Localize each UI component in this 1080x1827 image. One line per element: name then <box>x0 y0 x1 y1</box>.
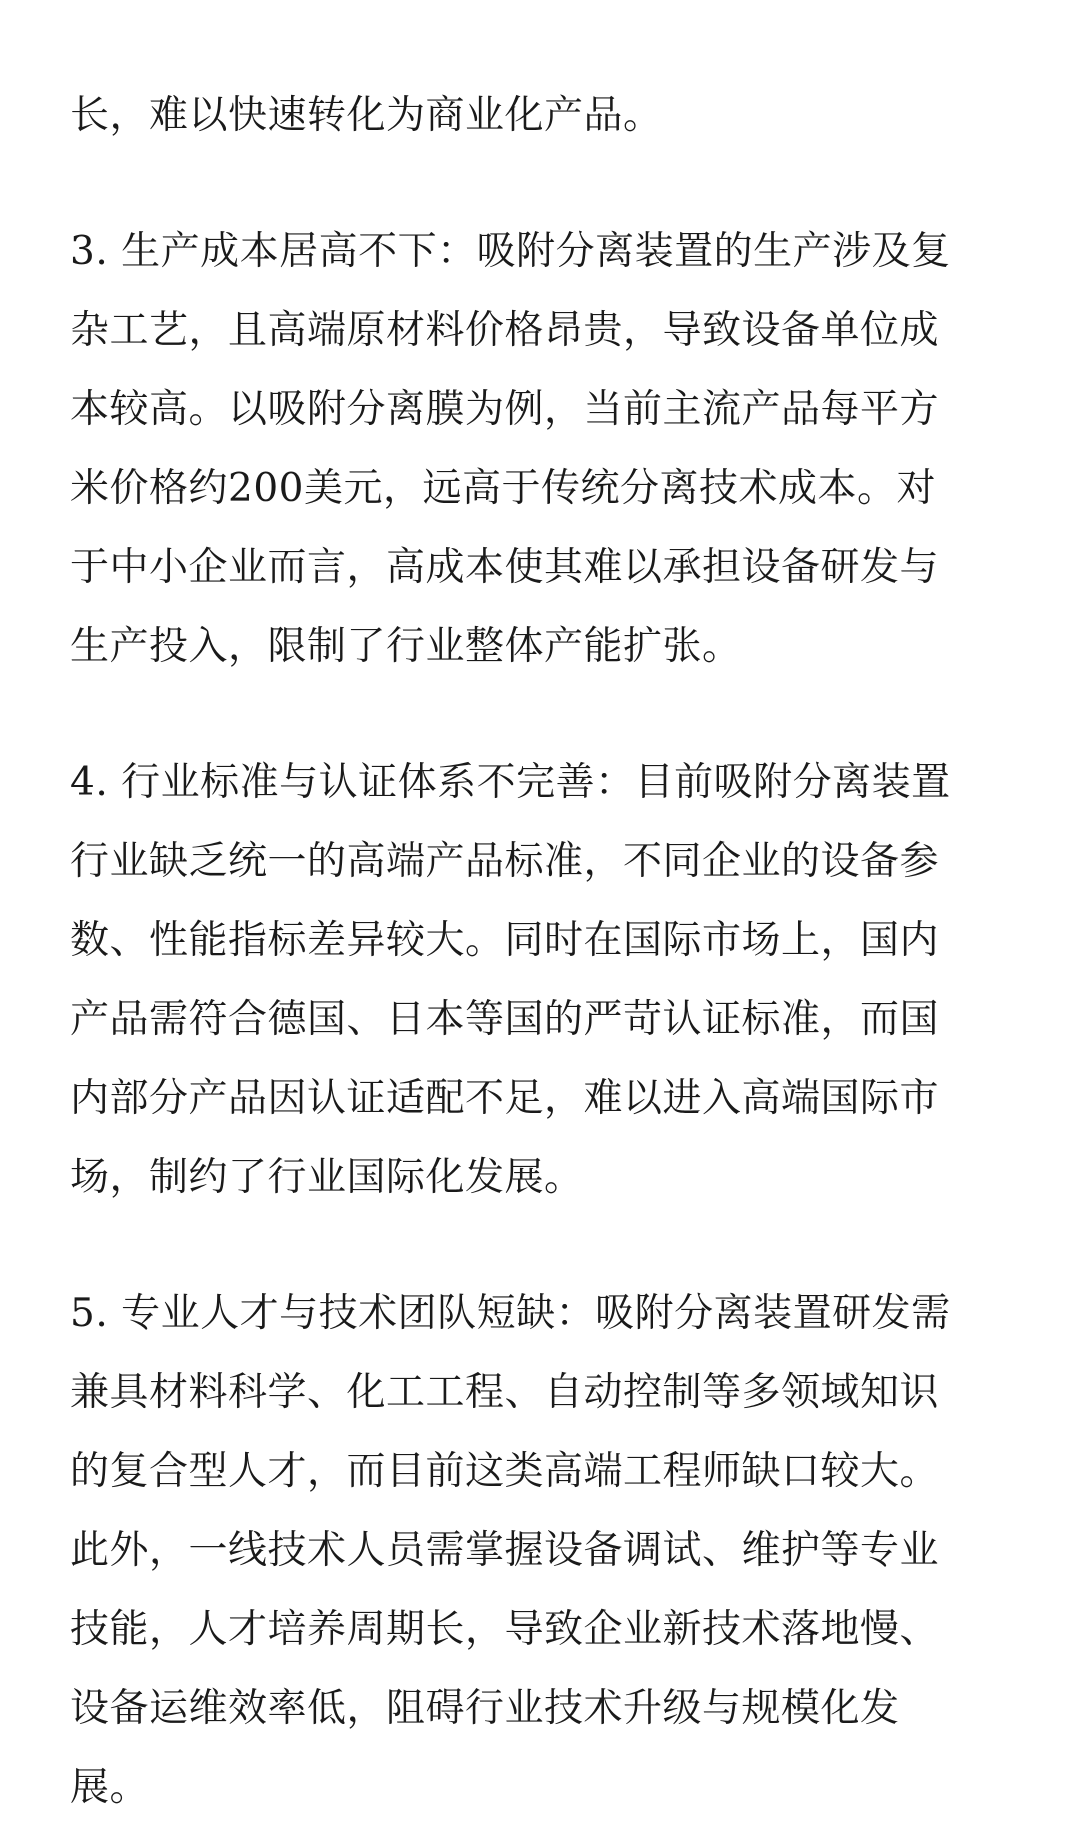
point-4-paragraph <box>70 743 1010 1217</box>
paragraph-line: 4. 行业标准与认证体系不完善：目前吸附分离装置 <box>70 760 951 805</box>
paragraph-line: 长，难以快速转化为商业化产品。 <box>70 93 663 138</box>
paragraph-line: 的复合型人才，而目前这类高端工程师缺口较大。 <box>70 1449 940 1494</box>
point-5-paragraph <box>70 1274 1010 1827</box>
article-body <box>70 76 1010 1827</box>
paragraph-line: 数、性能指标差异较大。同时在国际市场上，国内 <box>70 918 940 963</box>
point-3-paragraph <box>70 212 1010 686</box>
paragraph-spacer <box>70 155 1010 212</box>
paragraph-line: 生产投入，限制了行业整体产能扩张。 <box>70 624 742 669</box>
paragraph-line: 行业缺乏统一的高端产品标准，不同企业的设备参 <box>70 839 940 884</box>
paragraph-line: 展。 <box>70 1765 150 1810</box>
paragraph-line: 3. 生产成本居高不下：吸附分离装置的生产涉及复 <box>70 229 951 274</box>
paragraph-line: 米价格约200美元，远高于传统分离技术成本。对 <box>70 466 936 511</box>
paragraph-spacer <box>70 1217 1010 1274</box>
paragraph-line: 本较高。以吸附分离膜为例，当前主流产品每平方 <box>70 387 940 432</box>
paragraph-spacer <box>70 686 1010 743</box>
paragraph-line: 内部分产品因认证适配不足，难以进入高端国际市 <box>70 1076 940 1121</box>
paragraph-line: 设备运维效率低，阻碍行业技术升级与规模化发 <box>70 1686 900 1731</box>
paragraph-line: 场，制约了行业国际化发展。 <box>70 1155 584 1200</box>
paragraph-line: 产品需符合德国、日本等国的严苛认证标准，而国 <box>70 997 940 1042</box>
paragraph-line: 兼具材料科学、化工工程、自动控制等多领域知识 <box>70 1370 940 1415</box>
continuation-paragraph <box>70 76 1010 155</box>
paragraph-line: 5. 专业人才与技术团队短缺：吸附分离装置研发需 <box>70 1291 951 1336</box>
paragraph-line: 杂工艺，且高端原材料价格昂贵，导致设备单位成 <box>70 308 940 353</box>
paragraph-line: 此外，一线技术人员需掌握设备调试、维护等专业 <box>70 1528 940 1573</box>
paragraph-line: 于中小企业而言，高成本使其难以承担设备研发与 <box>70 545 940 590</box>
paragraph-line: 技能，人才培养周期长，导致企业新技术落地慢、 <box>70 1607 940 1652</box>
